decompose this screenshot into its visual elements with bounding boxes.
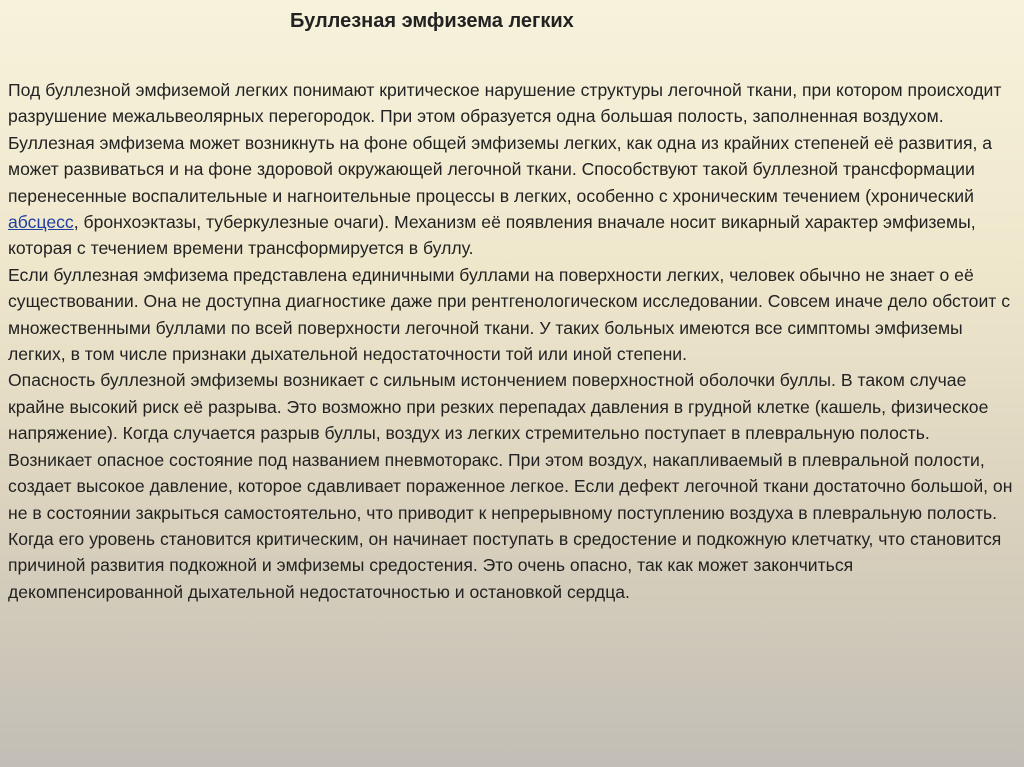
paragraph-intro-text-before-link: Под буллезной эмфиземой легких понимают критическое нарушение структуры легочной ткани, при котором происходит разрушение межальвеолярных перегородок. При этом образуется одна большая полость, заполненная воздухом. Буллезная эмфизема может возникнуть на фоне общей эмфиземы легких, как одна из крайних степеней её развития, а может развиваться и на фоне здоровой окружающей легочной ткани. Способствуют такой буллезной трансформации перенесенные воспалительные и нагноительные процессы в легких, особенно с хроническим течением (хронический: [8, 80, 1002, 206]
paragraph-intro-text-after-link: , бронхоэктазы, туберкулезные очаги). Механизм её появления вначале носит викарный характер эмфиземы, которая с течением времени трансформируется в буллу.: [8, 212, 976, 259]
paragraph-danger: Опасность буллезной эмфиземы возникает с сильным истончением поверхностной оболочки буллы. В таком случае крайне высокий риск её разрыва. Это возможно при резких перепадах давления в грудной клетке (кашель, физическое напряжение). Когда случается разрыв буллы, воздух из легких стремительно поступает в плевральную полость. Возникает опасное состояние под названием пневмоторакс. При этом воздух, накапливаемый в плевральной полости, создает высокое давление, которое сдавливает пораженное легкое. Если дефект легочной ткани достаточно большой, он не в состоянии закрыться самостоятельно, что приводит к непрерывному поступлению воздуха в плевральную полость. Когда его уровень становится критическим, он начинает поступать в средостение и подкожную клетчатку, что становится причиной развития подкожной и эмфиземы средостения. Это очень опасно, так как может закончиться декомпенсированной дыхательной недостаточностью и остановкой сердца.: [8, 370, 1013, 602]
paragraph-single-bullae: Если буллезная эмфизема представлена единичными буллами на поверхности легких, человек обычно не знает о её существовании. Она не доступна диагностике даже при рентгенологическом исследовании. Совсем иначе дело обстоит с множественными буллами по всей поверхности легочной ткани. У таких больных имеются все симптомы эмфиземы легких, в том числе признаки дыхательной недостаточности той или иной степени.: [8, 264, 1011, 365]
abscess-link[interactable]: абсцесс: [8, 212, 74, 233]
slide-body: [8, 77, 1014, 605]
slide-title: Буллезная эмфизема легких: [290, 10, 574, 32]
paragraph-intro: [8, 77, 1014, 262]
